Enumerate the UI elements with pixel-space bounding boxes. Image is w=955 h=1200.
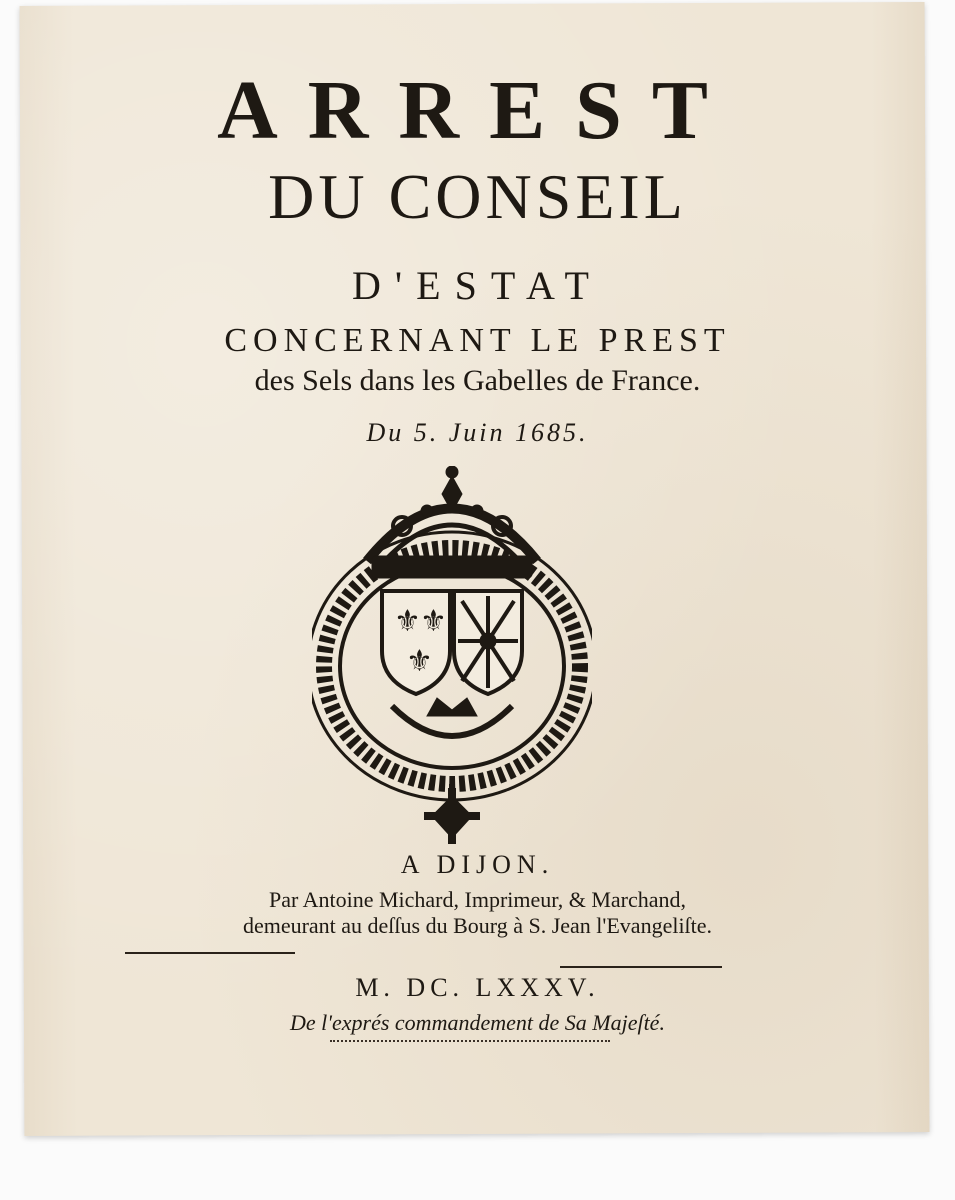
- svg-text:⚜: ⚜: [420, 604, 447, 639]
- divider-left: [125, 952, 295, 954]
- title-arrest: ARREST: [217, 64, 738, 157]
- imprint-place: A DIJON.: [400, 850, 555, 879]
- title-du-conseil: DU CONSEIL: [268, 161, 687, 232]
- document-date: Du 5. Juin 1685.: [366, 418, 589, 447]
- imprint-year: M. DC. LXXXV.: [355, 973, 600, 1002]
- title-concernant: CONCERNANT LE PREST: [224, 322, 731, 359]
- title-subject: des Sels dans les Gabelles de France.: [254, 364, 701, 397]
- imprint-printer: Par Antoine Michard, Imprimeur, & Marchand,: [268, 887, 686, 912]
- divider-right: [560, 966, 722, 968]
- royal-command-note: De l'exprés commandement de Sa Majeſté.: [290, 1010, 665, 1035]
- title-destat: D'ESTAT: [352, 263, 603, 308]
- imprint-address: demeurant au deſſus du Bourg à S. Jean l'Evangeliſte.: [242, 913, 713, 938]
- svg-text:⚜: ⚜: [406, 644, 433, 679]
- royal-coat-of-arms-icon: [312, 466, 592, 846]
- dotted-underline: [330, 1040, 610, 1042]
- svg-text:⚜: ⚜: [394, 604, 421, 639]
